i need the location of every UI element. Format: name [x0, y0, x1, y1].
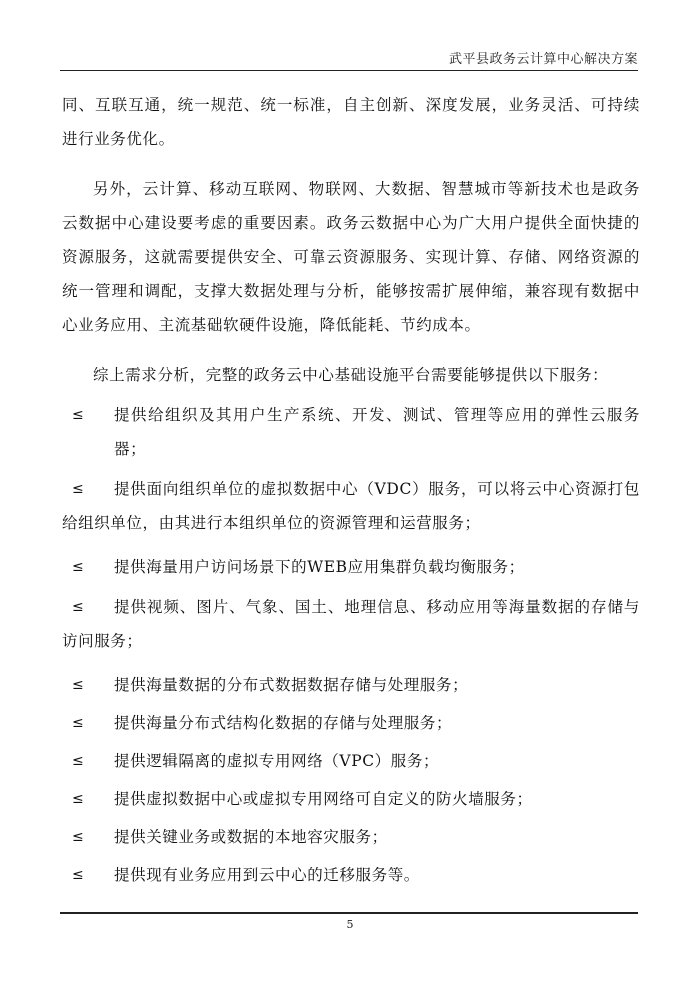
list-item-text: 提供海量用户访问场景下的WEB应用集群负载均衡服务； [114, 558, 525, 576]
list-item-text: 提供逻辑隔离的虚拟专用网络（VPC）服务； [114, 752, 440, 770]
list-item-text: 提供海量分布式结构化数据的存储与处理服务； [114, 714, 453, 732]
list-item [62, 550, 640, 584]
paragraph-new-technologies: 另外，云计算、移动互联网、物联网、大数据、智慧城市等新技术也是政务云数据中心建设要考虑的重要因素。政务云数据中心为广大用户提供全面快捷的资源服务，这就需要提供安全、可靠云资源服务、实现计算、存储、网络资源的统一管理和调配，支撑大数据处理与分析，能够按需扩展伸缩，兼容现有数据中心业务应用、主流基础软硬件设施，降低能耗、节约成本。 [62, 180, 640, 334]
bullet-marker: ≤ [72, 791, 85, 807]
paragraph-continuation: 同、互联互通，统一规范、统一标准，自主创新、深度发展，业务灵活、可持续进行业务优化。 [62, 96, 640, 148]
list-item [62, 706, 640, 740]
header-divider [60, 70, 638, 71]
bullet-marker: ≤ [72, 867, 85, 883]
document-body [62, 88, 640, 892]
list-item-text: 提供面向组织单位的虚拟数据中心（VDC）服务，可以将云中心资源打包给组织单位，由其进行本组织单位的资源管理和运营服务； [62, 480, 640, 532]
bullet-marker: ≤ [72, 481, 85, 497]
bullet-marker: ≤ [72, 715, 85, 731]
page-number: 5 [346, 918, 354, 931]
list-item-text: 提供关键业务或数据的本地容灾服务； [114, 828, 388, 846]
list-item [62, 782, 640, 816]
list-item [62, 820, 640, 854]
paragraph-summary: 综上需求分析，完整的政务云中心基础设施平台需要能够提供以下服务： [93, 366, 609, 384]
list-item-text: 提供海量数据的分布式数据数据存储与处理服务； [114, 676, 469, 694]
list-item-text: 提供虚拟数据中心或虚拟专用网络可自定义的防火墙服务； [114, 790, 533, 808]
list-item [62, 668, 640, 702]
list-item-text: 提供现有业务应用到云中心的迁移服务等。 [114, 866, 420, 884]
list-item [62, 398, 640, 466]
document-header-title: 武平县政务云计算中心解决方案 [448, 52, 638, 67]
bullet-marker: ≤ [72, 829, 85, 845]
list-item-text: 提供视频、图片、气象、国土、地理信息、移动应用等海量数据的存储与访问服务； [62, 598, 640, 650]
list-item [62, 590, 640, 658]
service-list [62, 398, 640, 892]
bullet-marker: ≤ [72, 677, 85, 693]
bullet-marker: ≤ [72, 559, 85, 575]
footer-divider [60, 912, 638, 914]
list-item [62, 472, 640, 540]
bullet-marker: ≤ [72, 407, 85, 423]
bullet-marker: ≤ [72, 599, 85, 615]
bullet-marker: ≤ [72, 753, 85, 769]
list-item [62, 858, 640, 892]
list-item-text: 提供给组织及其用户生产系统、开发、测试、管理等应用的弹性云服务器； [114, 406, 640, 458]
list-item [62, 744, 640, 778]
